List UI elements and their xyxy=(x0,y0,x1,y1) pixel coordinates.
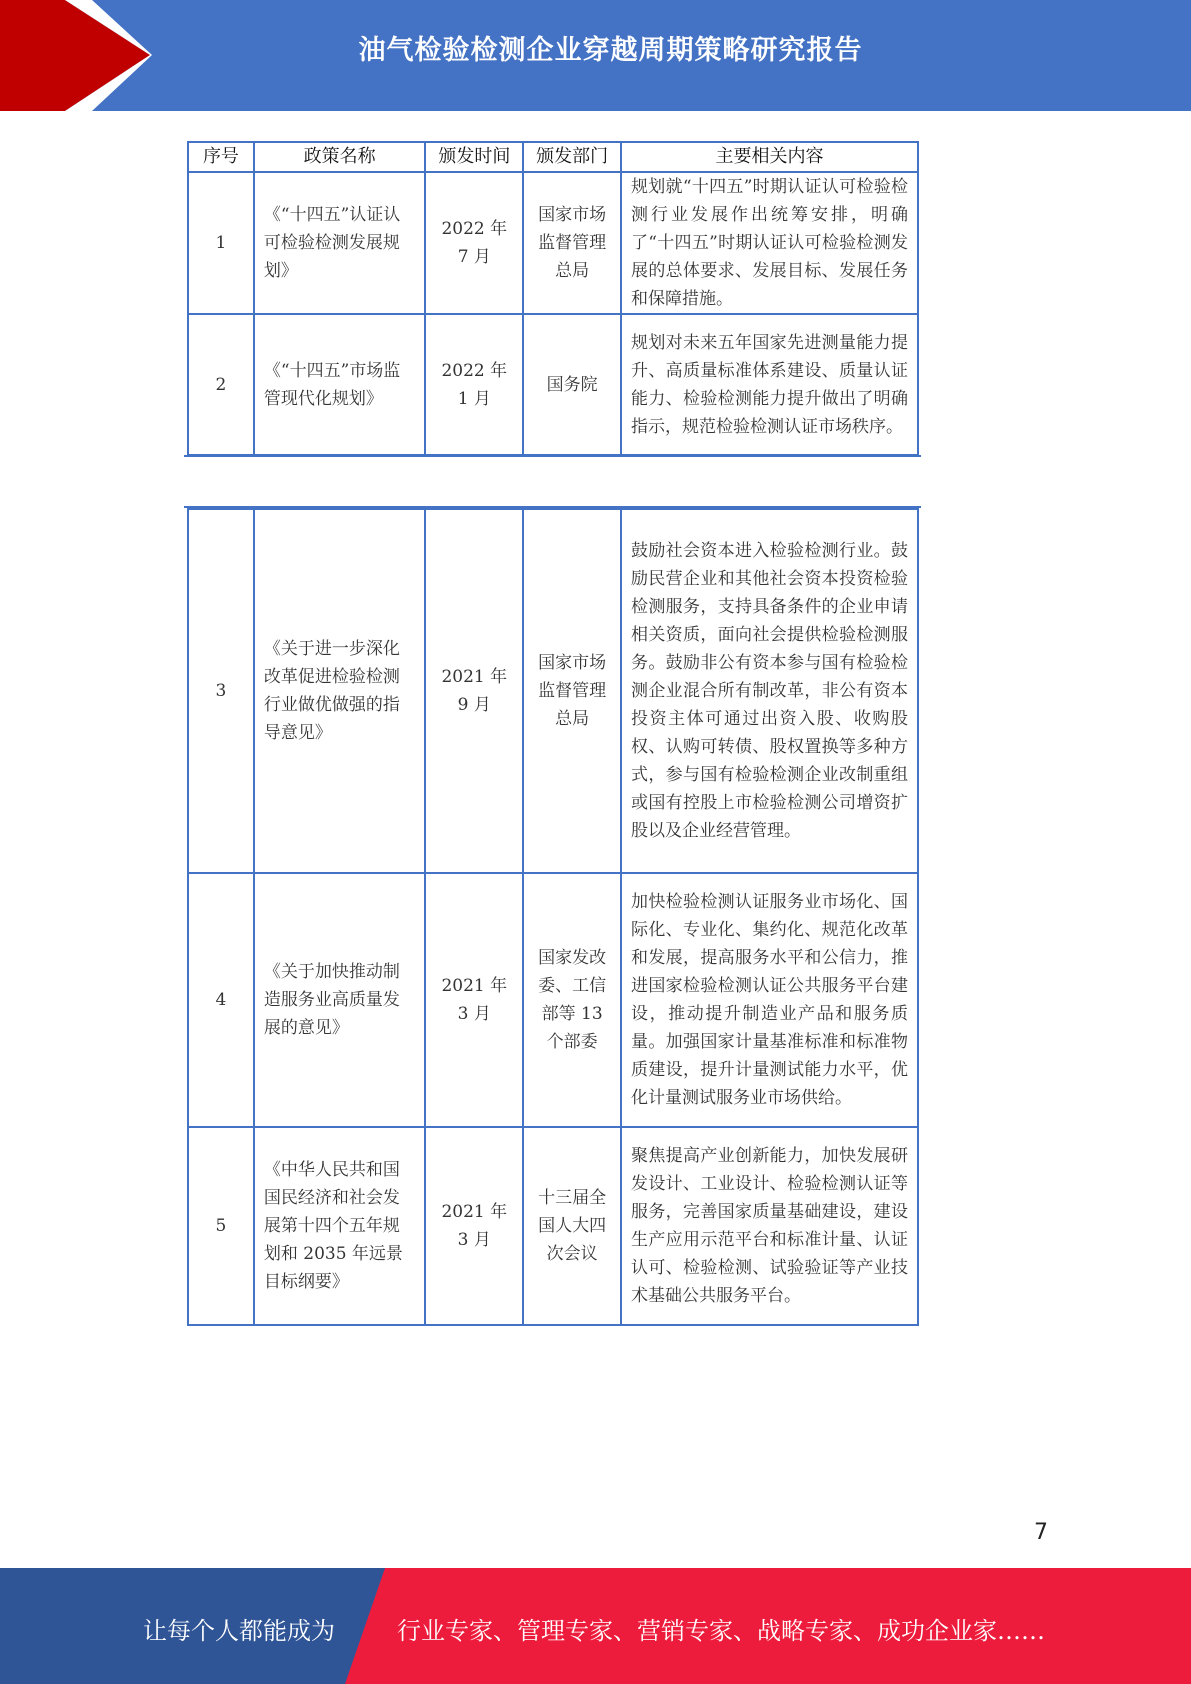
table-row xyxy=(188,1127,918,1325)
report-title: 油气检验检测企业穿越周期策略研究报告 xyxy=(358,35,863,66)
column-header: 序号 xyxy=(188,142,254,172)
policy-content: 加快检验检测认证服务业市场化、国际化、专业化、集约化、规范化改革和发展，提高服务水平和公信力，推进国家检验检测认证公共服务平台建设，推动提升制造业产品和服务质量。加强国家计量基准标准和标准物质建设，提升计量测试能力水平，优化计量测试服务业市场供给。 xyxy=(621,873,918,1127)
table-header-row xyxy=(188,142,918,172)
table-bottom-rule xyxy=(184,455,921,457)
column-header: 颁发时间 xyxy=(425,142,523,172)
issue-date: 2021 年 3 月 xyxy=(425,1127,523,1325)
policy-table-part-2 xyxy=(187,508,919,1326)
table-row xyxy=(188,509,918,873)
issuing-department: 国务院 xyxy=(523,314,621,455)
column-header: 政策名称 xyxy=(254,142,426,172)
page-footer xyxy=(0,1568,1191,1684)
footer-slogan-right: 行业专家、管理专家、营销专家、战略专家、成功企业家…… xyxy=(397,1617,1045,1645)
policy-content: 聚焦提高产业创新能力，加快发展研发设计、工业设计、检验检测认证等服务，完善国家质量基础建设，建设生产应用示范平台和标准计量、认证认可、检验检测、试验验证等产业技术基础公共服务平台。 xyxy=(621,1127,918,1325)
table-row xyxy=(188,314,918,455)
footer-slogan-left: 让每个人都能成为 xyxy=(143,1617,335,1645)
issuing-department: 国家市场监督管理总局 xyxy=(523,172,621,314)
policy-table-part-1 xyxy=(187,141,919,456)
issuing-department: 国家市场监督管理总局 xyxy=(523,509,621,873)
page-header xyxy=(0,0,1191,111)
issuing-department: 十三届全国人大四次会议 xyxy=(523,1127,621,1325)
policy-name: 《“十四五”市场监管现代化规划》 xyxy=(254,314,426,455)
issuing-department: 国家发改委、工信部等 13 个部委 xyxy=(523,873,621,1127)
row-number: 2 xyxy=(188,314,254,455)
column-header: 颁发部门 xyxy=(523,142,621,172)
table-row xyxy=(188,873,918,1127)
column-header: 主要相关内容 xyxy=(621,142,918,172)
policy-content: 规划就“十四五”时期认证认可检验检测行业发展作出统筹安排，明确了“十四五”时期认证认可检验检测发展的总体要求、发展目标、发展任务和保障措施。 xyxy=(621,172,918,314)
row-number: 1 xyxy=(188,172,254,314)
table-row xyxy=(188,172,918,314)
policy-content: 鼓励社会资本进入检验检测行业。鼓励民营企业和其他社会资本投资检验检测服务，支持具备条件的企业申请相关资质，面向社会提供检验检测服务。鼓励非公有资本参与国有检验检测企业混合所有制改革，非公有资本投资主体可通过出资入股、收购股权、认购可转债、股权置换等多种方式，参与国有检验检测企业改制重组或国有控股上市检验检测公司增资扩股以及企业经营管理。 xyxy=(621,509,918,873)
page-number: 7 xyxy=(1034,1520,1048,1545)
issue-date: 2021 年 9 月 xyxy=(425,509,523,873)
policy-content: 规划对未来五年国家先进测量能力提升、高质量标准体系建设、质量认证能力、检验检测能力提升做出了明确指示，规范检验检测认证市场秩序。 xyxy=(621,314,918,455)
row-number: 3 xyxy=(188,509,254,873)
issue-date: 2022 年 1 月 xyxy=(425,314,523,455)
row-number: 4 xyxy=(188,873,254,1127)
policy-name: 《关于加快推动制造服务业高质量发展的意见》 xyxy=(254,873,426,1127)
policy-name: 《中华人民共和国国民经济和社会发展第十四个五年规划和 2035 年远景目标纲要》 xyxy=(254,1127,426,1325)
policy-name: 《关于进一步深化改革促进检验检测行业做优做强的指导意见》 xyxy=(254,509,426,873)
issue-date: 2021 年 3 月 xyxy=(425,873,523,1127)
policy-name: 《“十四五”认证认可检验检测发展规划》 xyxy=(254,172,426,314)
row-number: 5 xyxy=(188,1127,254,1325)
issue-date: 2022 年 7 月 xyxy=(425,172,523,314)
